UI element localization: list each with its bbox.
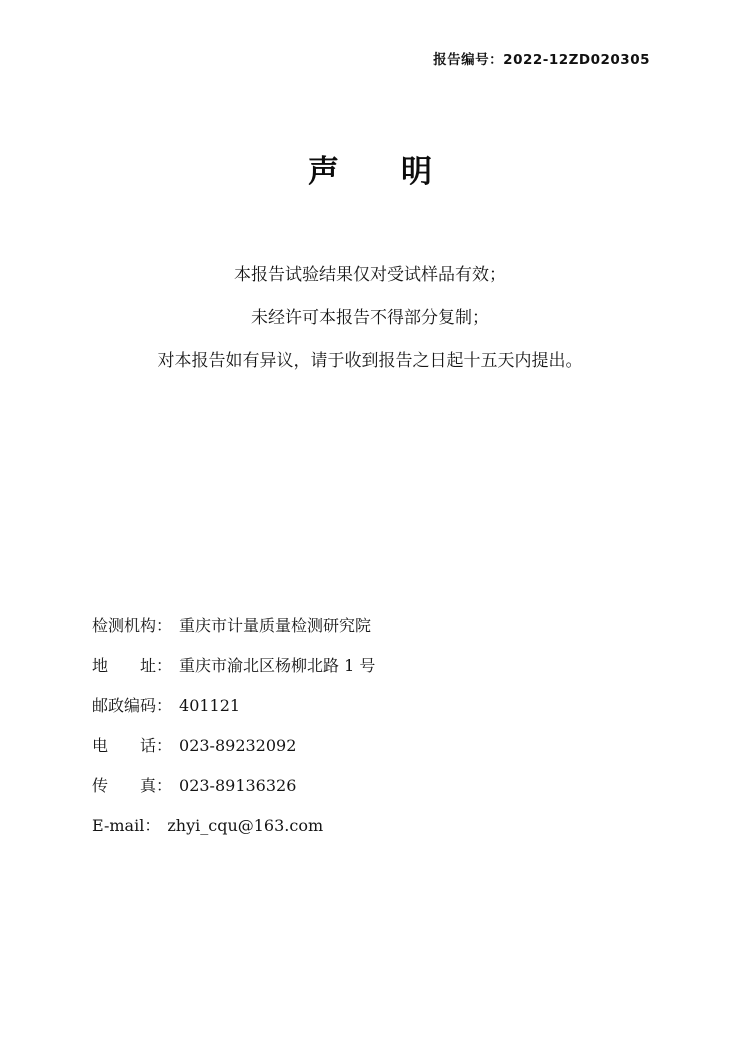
report-number: 报告编号：2022-12ZD020305 xyxy=(433,52,650,68)
page-title: 声 明 xyxy=(308,154,432,190)
contact-row-address xyxy=(92,657,375,674)
contact-label: 电 话： xyxy=(92,736,173,755)
contact-label: E-mail： xyxy=(92,816,161,835)
contact-row-organization xyxy=(92,617,375,634)
declaration-line: 对本报告如有异议，请于收到报告之日起十五天内提出。 xyxy=(157,351,583,371)
contact-row-phone xyxy=(92,737,375,754)
contact-value: 023-89232092 xyxy=(179,736,297,755)
contact-label: 检测机构： xyxy=(92,616,173,635)
declaration-line: 本报告试验结果仅对受试样品有效； xyxy=(234,265,506,285)
contact-row-fax xyxy=(92,777,375,794)
declaration-line: 未经许可本报告不得部分复制； xyxy=(251,308,489,328)
contact-value: 重庆市渝北区杨柳北路 1 号 xyxy=(179,656,376,675)
contact-row-email xyxy=(92,817,375,834)
contact-row-postcode xyxy=(92,697,375,714)
contact-label: 邮政编码： xyxy=(92,696,173,715)
declaration-text-block xyxy=(0,266,740,395)
contact-value: 401121 xyxy=(179,696,241,715)
contact-value: 023-89136326 xyxy=(179,776,297,795)
contact-label: 地 址： xyxy=(92,656,173,675)
contact-info-block xyxy=(92,617,375,857)
contact-value: 重庆市计量质量检测研究院 xyxy=(179,616,372,635)
contact-label: 传 真： xyxy=(92,776,173,795)
contact-value: zhyi_cqu@163.com xyxy=(167,816,324,835)
